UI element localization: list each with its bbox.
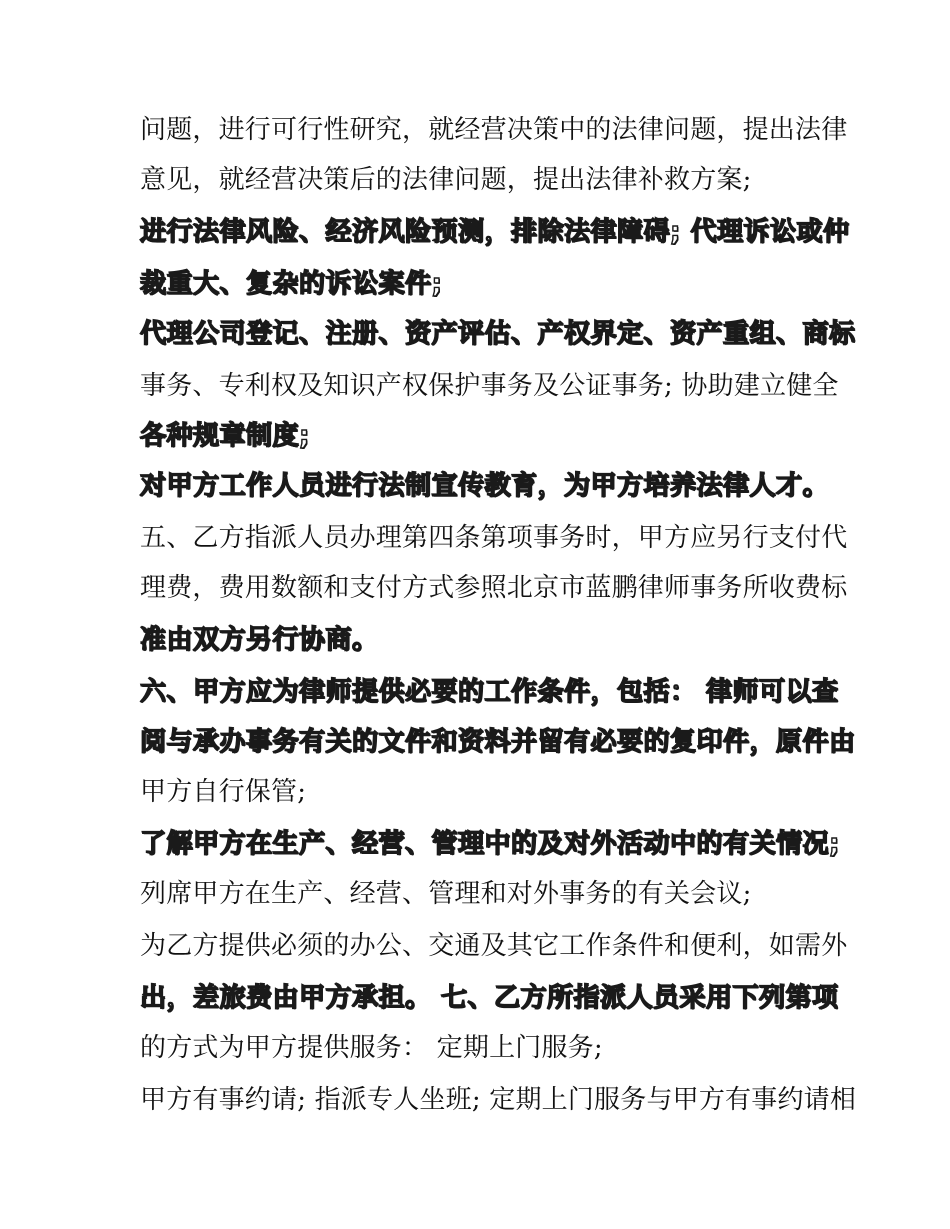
paragraph-line: 问题，进行可行性研究，就经营决策中的法律问题，提出法律 [140,115,848,145]
paragraph-line-stylized: 进行法律风险、经济风险预测，排除法律障碍; 代理诉讼或仲 [140,217,850,247]
paragraph-line-stylized: 准由双方另行协商。 [140,625,379,655]
paragraph-line: 意见，就经营决策后的法律问题，提出法律补救方案; [140,165,752,195]
paragraph-line: 理费，费用数额和支付方式参照北京市蓝鹏律师事务所收费标 [140,573,848,603]
paragraph-line-stylized: 阅与承办事务有关的文件和资料并留有必要的复印件，原件由 [140,727,856,757]
paragraph-line-stylized: 代理公司登记、注册、资产评估、产权界定、资产重组、商标 [140,319,856,349]
paragraph-line: 事务、专利权及知识产权保护事务及公证事务; 协助建立健全 [140,371,839,401]
paragraph-line-stylized: 对甲方工作人员进行法制宣传教育，为甲方培养法律人才。 [140,471,830,501]
paragraph-line-stylized: 了解甲方在生产、经营、管理中的及对外活动中的有关情况; [140,829,840,859]
paragraph-line: 五、乙方指派人员办理第四条第项事务时，甲方应另行支付代 [140,523,848,553]
paragraph-line-stylized: 六、甲方应为律师提供必要的工作条件，包括： 律师可以查 [140,677,839,707]
paragraph-line: 为乙方提供必须的办公、交通及其它工作条件和便利，如需外 [140,931,848,961]
paragraph-line: 甲方有事约请; 指派专人坐班; 定期上门服务与甲方有事约请相 [140,1085,857,1115]
paragraph-line: 的方式为甲方提供服务： 定期上门服务; [140,1033,603,1063]
paragraph-line-stylized: 各种规章制度; [140,421,310,451]
paragraph-line: 列席甲方在生产、经营、管理和对外事务的有关会议; [140,879,752,909]
paragraph-line: 甲方自行保管; [140,777,307,807]
paragraph-line-stylized: 出，差旅费由甲方承担。 七、乙方所指派人员采用下列第项 [140,983,839,1013]
paragraph-line-stylized: 裁重大、复杂的诉讼案件; [140,269,443,299]
